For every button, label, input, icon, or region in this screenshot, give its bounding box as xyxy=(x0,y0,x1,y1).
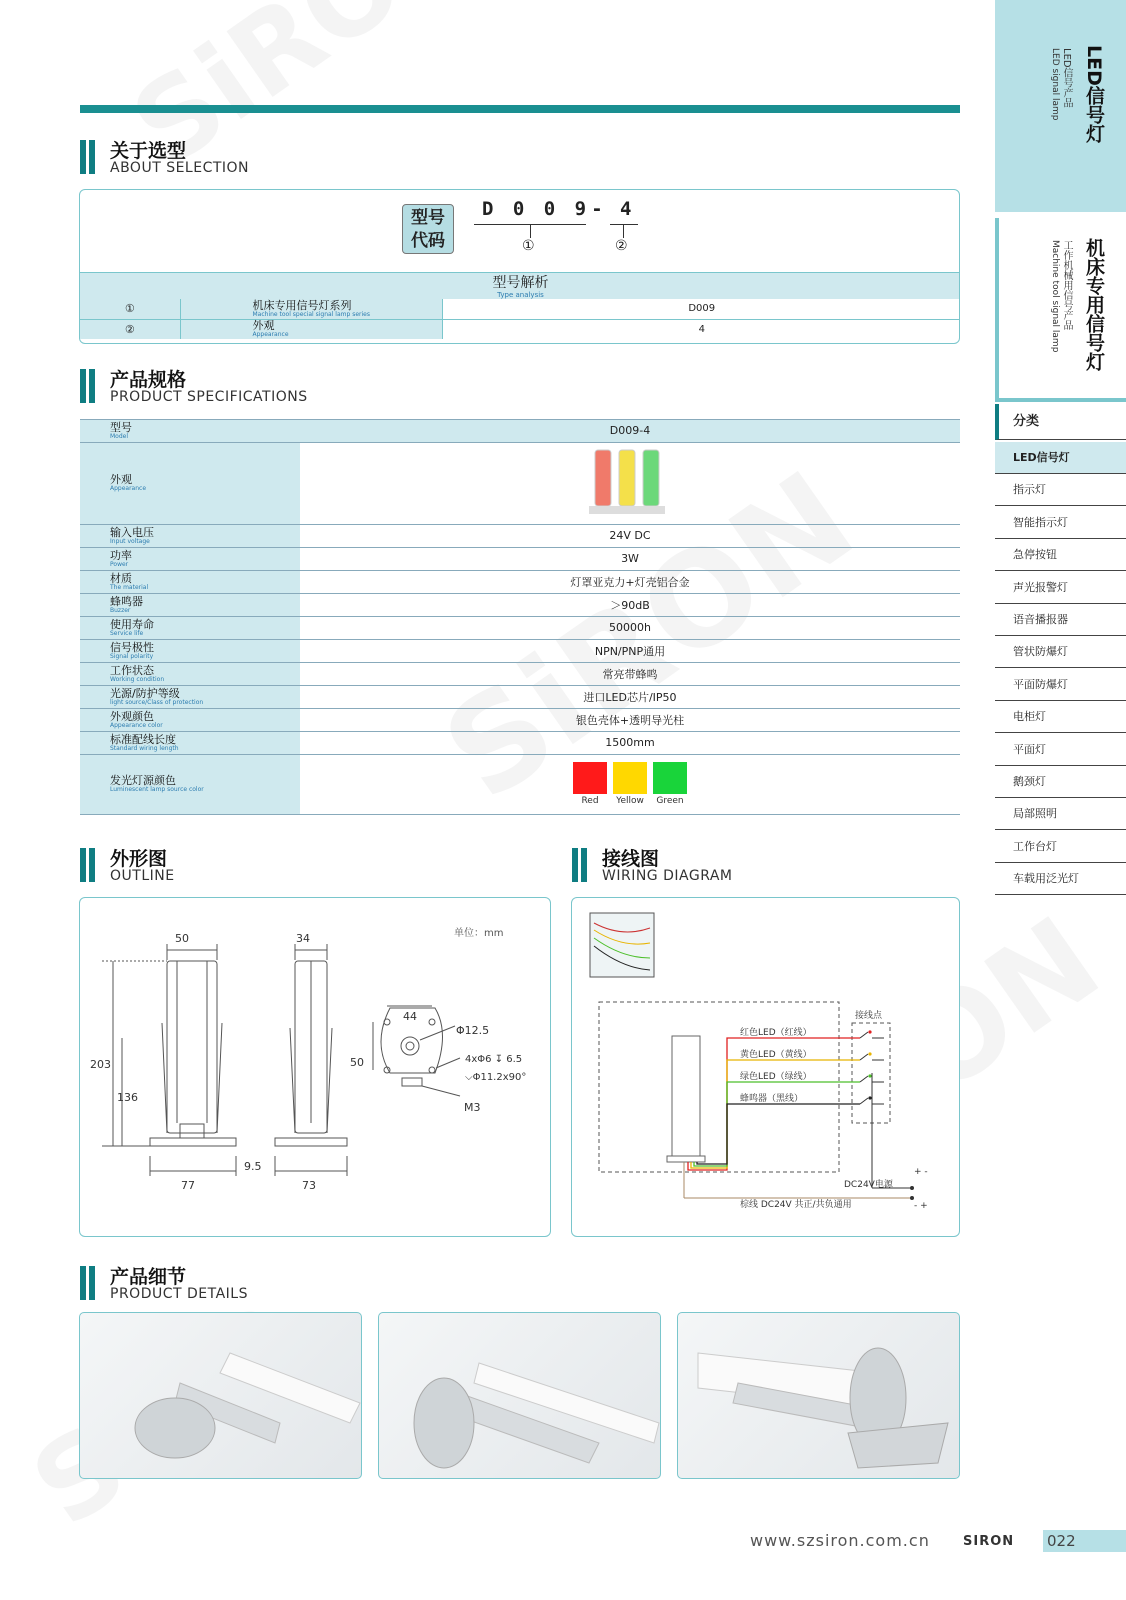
spec-label-en: light source/Class of protection xyxy=(110,698,204,706)
sidebar-mid-sub-cn: 工作机械用信号产品 xyxy=(1061,240,1072,330)
sidebar-mid-title: 机床专用信号灯 xyxy=(1083,238,1105,371)
code-tick xyxy=(530,224,531,238)
product-photo xyxy=(80,1313,362,1479)
wire-label: 绿色LED（绿线） xyxy=(740,1072,812,1082)
lamp-outline xyxy=(672,1036,700,1156)
row-label-cn: 机床专用信号灯系列 xyxy=(252,298,352,312)
code-main: D 0 0 9 xyxy=(482,198,591,220)
section-title-en: PRODUCT DETAILS xyxy=(110,1286,248,1302)
footer-url[interactable]: www.szsiron.com.cn xyxy=(750,1531,930,1550)
table-row xyxy=(80,299,960,319)
wire-label: 黄色LED（黄线） xyxy=(740,1050,812,1060)
dim-text: Φ12.5 xyxy=(456,1024,490,1037)
type-code-label xyxy=(402,204,454,254)
sidebar-item[interactable]: 电柜灯 xyxy=(995,701,1126,733)
spec-value: 灯罩亚克力+灯壳铝合金 xyxy=(300,570,960,593)
color-swatch-label: Red xyxy=(581,796,599,806)
code-tick xyxy=(623,224,624,238)
row-label-en: Appearance xyxy=(252,331,289,339)
sidebar-top-sub-cn: LED信号产品 xyxy=(1061,48,1072,108)
color-swatch-label: Green xyxy=(656,796,684,806)
spec-label-cn: 光源/防护等级 xyxy=(110,686,180,700)
section-bar xyxy=(572,848,578,882)
spec-label xyxy=(80,639,300,662)
spec-value: D009-4 xyxy=(300,420,960,442)
dim-text: 44 xyxy=(403,1010,417,1023)
detail-photo-2 xyxy=(378,1312,661,1479)
dim-text: 77 xyxy=(181,1179,195,1192)
product-photo xyxy=(678,1313,960,1479)
wire-label: 红色LED（红线） xyxy=(740,1028,812,1038)
spec-row xyxy=(80,731,960,754)
row-num: ② xyxy=(80,319,180,339)
color-swatch-green xyxy=(653,762,687,806)
spec-label-cn: 工作状态 xyxy=(110,663,154,677)
dim-text: 50 xyxy=(350,1056,364,1069)
color-swatch-fill xyxy=(613,762,647,794)
marker-1: ① xyxy=(522,238,535,254)
sidebar-item[interactable]: 管状防爆灯 xyxy=(995,636,1126,668)
spec-row xyxy=(80,442,960,524)
spec-label xyxy=(80,524,300,547)
spec-label-cn: 输入电压 xyxy=(110,525,154,539)
marker-2: ② xyxy=(615,238,628,254)
spec-label-cn: 使用寿命 xyxy=(110,617,154,631)
contact-label: 接线点 xyxy=(855,1011,883,1021)
code-underline xyxy=(610,224,638,225)
spec-value: ＞90dB xyxy=(300,593,960,616)
wire-line xyxy=(697,1104,860,1164)
spec-row xyxy=(80,708,960,731)
spec-value: 24V DC xyxy=(300,524,960,547)
spec-label-en: Power xyxy=(110,560,129,568)
dim-text: 136 xyxy=(117,1091,138,1104)
spec-label xyxy=(80,685,300,708)
spec-label-cn: 功率 xyxy=(110,548,132,562)
footer-brand: SIRON xyxy=(963,1534,1015,1549)
outline-panel xyxy=(79,897,551,1237)
sidebar-top-sub-en: LED signal lamp xyxy=(1050,48,1060,121)
spec-value: 3W xyxy=(300,547,960,570)
selection-panel xyxy=(79,189,960,344)
sidebar-mid-sub-en: Machine tool signal lamp xyxy=(1050,240,1060,353)
spec-row xyxy=(80,754,960,814)
spec-label xyxy=(80,731,300,754)
spec-label xyxy=(80,547,300,570)
table-row xyxy=(80,319,960,339)
analysis-title-cn: 型号解析 xyxy=(492,275,549,291)
section-bar xyxy=(80,140,86,174)
section-title-en: OUTLINE xyxy=(110,868,175,884)
spec-label-cn: 型号 xyxy=(110,420,132,434)
color-swatch-fill xyxy=(573,762,607,794)
row-label xyxy=(180,319,442,339)
spec-value xyxy=(300,754,960,814)
spec-label-en: Luminescent lamp source color xyxy=(110,786,204,793)
code-label-line2: 代码 xyxy=(411,231,445,251)
spec-label-en: Model xyxy=(110,432,129,440)
row-label-cn: 外观 xyxy=(252,319,275,333)
spec-row xyxy=(80,593,960,616)
product-image xyxy=(575,444,685,520)
spec-label xyxy=(80,570,300,593)
sidebar-item[interactable]: 急停按钮 xyxy=(995,539,1126,571)
wire-photo xyxy=(590,913,654,977)
section-title-cn: 外形图 xyxy=(110,848,168,870)
sidebar-divider xyxy=(995,398,1126,402)
spec-label xyxy=(80,754,300,814)
section-title-en: PRODUCT SPECIFICATIONS xyxy=(110,389,308,405)
section-title-cn: 产品细节 xyxy=(110,1266,187,1288)
spec-label xyxy=(80,420,300,442)
analysis-table xyxy=(80,299,960,339)
analysis-title-en: Type analysis xyxy=(497,291,544,299)
top-accent-bar xyxy=(80,105,960,113)
dim-text: 34 xyxy=(296,932,310,945)
sidebar xyxy=(995,0,1126,1600)
spec-label-cn: 发光灯源颜色 xyxy=(110,774,176,787)
sidebar-item[interactable]: 智能指示灯 xyxy=(995,507,1126,539)
dim-text: 9.5 xyxy=(244,1160,262,1173)
sidebar-item[interactable]: 鹅颈灯 xyxy=(995,766,1126,798)
outline-drawing xyxy=(80,898,550,1236)
spec-row xyxy=(80,662,960,685)
sidebar-item[interactable]: LED信号灯 xyxy=(995,442,1126,474)
code-suffix: 4 xyxy=(620,198,632,220)
spec-label-en: Buzzer xyxy=(110,606,131,614)
dim-text: ⌵Φ11.2x90° xyxy=(465,1072,527,1083)
dim-text: 4xΦ6 ↧ 6.5 xyxy=(465,1054,523,1065)
spec-table xyxy=(80,419,960,815)
detail-photo-3 xyxy=(677,1312,960,1479)
spec-label xyxy=(80,616,300,639)
section-bar xyxy=(89,369,95,403)
spec-label-cn: 材质 xyxy=(110,571,132,585)
section-title-cn: 接线图 xyxy=(602,848,660,870)
section-bar xyxy=(80,848,86,882)
code-dash: - xyxy=(593,198,601,220)
detail-photo-1 xyxy=(79,1312,362,1479)
section-title-cn: 产品规格 xyxy=(110,369,187,391)
spec-label-en: Appearance xyxy=(110,485,147,492)
spec-row xyxy=(80,570,960,593)
spec-row xyxy=(80,547,960,570)
spec-value: 50000h xyxy=(300,616,960,639)
row-label xyxy=(180,299,442,319)
spec-row xyxy=(80,524,960,547)
polarity-label: - + xyxy=(914,1201,928,1211)
row-num: ① xyxy=(80,299,180,319)
wire-label: 蜂鸣器（黑线） xyxy=(740,1094,804,1104)
spec-label-cn: 标准配线长度 xyxy=(110,732,176,746)
sidebar-top-panel xyxy=(995,0,1126,212)
spec-value: 常亮带蜂鸣 xyxy=(300,662,960,685)
spec-label-cn: 蜂鸣器 xyxy=(110,594,143,608)
section-title-en: WIRING DIAGRAM xyxy=(602,868,733,884)
spec-value: 进口LED芯片/IP50 xyxy=(300,685,960,708)
row-value: D009 xyxy=(688,303,716,315)
code-label-line1: 型号 xyxy=(411,208,445,228)
section-bar xyxy=(89,140,95,174)
spec-value: NPN/PNP通用 xyxy=(300,639,960,662)
section-bar xyxy=(89,1266,95,1300)
spec-value: 银色壳体+透明导光柱 xyxy=(300,708,960,731)
sidebar-item[interactable]: 声光报警灯 xyxy=(995,572,1126,604)
spec-row xyxy=(80,639,960,662)
side-base xyxy=(275,1138,347,1146)
spec-label-en: Input voltage xyxy=(110,537,150,545)
spec-label-en: Service life xyxy=(110,629,144,637)
product-photo xyxy=(379,1313,661,1479)
spec-label-en: The material xyxy=(110,583,149,591)
unit-label: 单位：mm xyxy=(454,928,504,939)
color-swatch-label: Yellow xyxy=(616,796,644,806)
contact-dot xyxy=(868,1030,871,1033)
contact-dot xyxy=(868,1074,871,1077)
spec-row xyxy=(80,685,960,708)
spec-row xyxy=(80,616,960,639)
spec-label-cn: 外观 xyxy=(110,473,132,486)
front-base xyxy=(150,1138,236,1146)
sidebar-item[interactable]: 语音播报器 xyxy=(995,604,1126,636)
polarity-label: + - xyxy=(914,1167,928,1177)
section-bar xyxy=(89,848,95,882)
contact-dot xyxy=(868,1052,871,1055)
section-title-en: ABOUT SELECTION xyxy=(110,160,250,176)
color-swatch-yellow xyxy=(613,762,647,806)
sidebar-item[interactable]: 指示灯 xyxy=(995,474,1126,506)
spec-label xyxy=(80,442,300,524)
spec-label xyxy=(80,593,300,616)
switch-contact xyxy=(860,1054,884,1060)
section-bar xyxy=(80,1266,86,1300)
common-label: 棕线 DC24V 共正/共负通用 xyxy=(740,1200,852,1210)
front-body xyxy=(167,961,217,1133)
dim-text: 50 xyxy=(175,932,189,945)
row-label-en: Machine tool special signal lamp series xyxy=(252,310,370,318)
analysis-header xyxy=(80,272,960,299)
sidebar-item[interactable]: 局部照明 xyxy=(995,798,1126,830)
wiring-panel xyxy=(571,897,960,1237)
spec-value xyxy=(300,442,960,524)
sidebar-item[interactable]: 平面防爆灯 xyxy=(995,669,1126,701)
switch-contact xyxy=(860,1032,884,1038)
spec-row xyxy=(80,420,960,442)
section-bar xyxy=(581,848,587,882)
spec-label-en: Working condition xyxy=(110,675,165,683)
sidebar-category-title: 分类 xyxy=(995,404,1126,440)
dim-text: M3 xyxy=(464,1101,481,1114)
spec-label xyxy=(80,662,300,685)
page-number: 022 xyxy=(1043,1530,1126,1552)
spec-label xyxy=(80,708,300,731)
spec-label-en: Standard wiring length xyxy=(110,744,179,752)
spec-label-en: Signal polarity xyxy=(110,652,154,660)
spec-value: 1500mm xyxy=(300,731,960,754)
contact-dot xyxy=(868,1096,871,1099)
section-bar xyxy=(80,369,86,403)
wiring-drawing xyxy=(572,898,959,1236)
spec-label-cn: 外观颜色 xyxy=(110,709,154,723)
section-title-cn: 关于选型 xyxy=(110,140,187,162)
dim-text: 73 xyxy=(302,1179,316,1192)
row-value: 4 xyxy=(698,323,705,335)
spec-label-cn: 信号极性 xyxy=(110,640,154,654)
dim-text: 203 xyxy=(90,1058,111,1071)
sidebar-top-title: LED信号灯 xyxy=(1083,45,1105,143)
power-label: DC24V电源 xyxy=(844,1180,893,1190)
sidebar-item[interactable]: 车载用泛光灯 xyxy=(995,863,1126,895)
sidebar-mid-panel xyxy=(995,218,1126,398)
sidebar-item[interactable]: 平面灯 xyxy=(995,734,1126,766)
color-swatch-red xyxy=(573,762,607,806)
spec-label-en: Appearance color xyxy=(110,721,163,729)
sidebar-item[interactable]: 工作台灯 xyxy=(995,831,1126,863)
color-swatch-fill xyxy=(653,762,687,794)
